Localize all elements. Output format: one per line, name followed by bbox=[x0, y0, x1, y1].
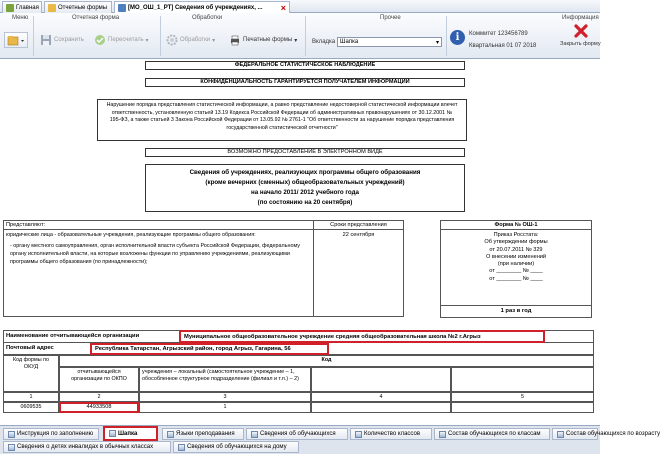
gear-icon bbox=[166, 34, 178, 46]
save-button[interactable]: Сохранить bbox=[40, 32, 84, 48]
num-cell: 3 bbox=[139, 392, 311, 402]
sheet-icon bbox=[355, 431, 362, 438]
local-header: учреждения – локальный (самостоятельное учреждение – 1, обособленное структурное подразделение (филиал и т.п.) – 2) bbox=[139, 367, 311, 392]
sheet-icon bbox=[251, 431, 258, 438]
postal-label: Почтовый адрес bbox=[6, 345, 54, 351]
ribbon-separator bbox=[446, 16, 447, 56]
tab-report-forms[interactable]: Отчетные формы bbox=[44, 1, 112, 13]
chevron-down-icon: ▾ bbox=[145, 37, 149, 44]
sheet-tab-header[interactable]: Шапка bbox=[103, 426, 158, 441]
tab-select-label: Вкладка bbox=[312, 39, 336, 45]
col4-value-field[interactable] bbox=[311, 402, 451, 413]
form-icon bbox=[118, 4, 126, 12]
sheet-tab-students[interactable]: Сведения об обучающихся bbox=[246, 428, 348, 440]
group-title-processing: Обработки bbox=[192, 15, 223, 21]
local-value-field[interactable]: 1 bbox=[139, 402, 311, 413]
org-name-field[interactable]: Муниципальное общеобразовательное учреждение средняя общеобразовательная школа №2 г.Агрыз bbox=[179, 330, 545, 343]
document-tab-bar bbox=[0, 0, 600, 13]
sheet-icon bbox=[8, 444, 15, 451]
code-header: Код bbox=[59, 355, 594, 367]
submitters-box: Представляют: юридические лица - образовательные учреждения, реализующие программы общего образования: - органу местного самоуправления, орган исполнительной власти субъекта Российской Федерации, федеральному органу исполнительной власти, на которые возложены функции по управлению учреждениями, реализующими программы общего образования (по принадлежности); bbox=[3, 220, 314, 317]
sheet-tab-home-schooling[interactable]: Сведения об обучающихся на дому bbox=[173, 441, 299, 453]
home-icon bbox=[6, 4, 14, 12]
col5-value-field[interactable] bbox=[451, 402, 594, 413]
frequency-box: 1 раз в год bbox=[440, 306, 592, 318]
ribbon-separator bbox=[305, 16, 306, 56]
chevron-down-icon: ▾ bbox=[294, 37, 298, 44]
chevron-down-icon: ▾ bbox=[435, 40, 439, 46]
header-federal: ФЕДЕРАЛЬНОЕ СТАТИСТИЧЕСКОЕ НАБЛЮДЕНИЕ bbox=[145, 61, 465, 70]
close-icon[interactable]: × bbox=[280, 2, 286, 13]
num-cell: 1 bbox=[3, 392, 59, 402]
okpo-value-field[interactable]: 44933508 bbox=[59, 402, 139, 413]
form-number-box: Форма № ОШ-1 Приказ Росстата: Об утверждении формы от 20.07.2011 № 329 О внесении изменений (при наличии) от ________ № ____ от ________ № ____ bbox=[440, 220, 592, 306]
sheet-tab-students-by-age[interactable]: Состав обучающихся по возрасту bbox=[552, 428, 598, 440]
close-form-button[interactable]: Закрыть форму bbox=[562, 23, 600, 57]
menu-button[interactable] bbox=[4, 32, 28, 48]
checkmark-icon bbox=[94, 34, 106, 46]
col5-header bbox=[451, 367, 594, 392]
info-quarterly: Квартальная 01 07 2018 bbox=[469, 43, 537, 49]
sheet-icon bbox=[109, 430, 116, 437]
floppy-disk-icon bbox=[40, 34, 52, 46]
processing-button[interactable]: Обработки ▾ bbox=[166, 32, 215, 48]
recalculate-button[interactable]: Пересчитать ▾ bbox=[94, 32, 149, 48]
ribbon-separator bbox=[160, 16, 161, 56]
okud-value[interactable]: 0609535 bbox=[3, 402, 59, 413]
sheet-tab-disabled-children[interactable]: Сведения о детях инвалидах в обычных классах bbox=[3, 441, 171, 453]
info-icon[interactable]: i bbox=[450, 30, 465, 45]
okud-header: Код формы по ОКУД bbox=[3, 355, 59, 392]
group-title-report-form: Отчетная форма bbox=[72, 15, 120, 21]
okpo-header: отчитывающейся организации по ОКПО bbox=[59, 367, 139, 392]
org-name-label: Наименование отчитывающейся организации bbox=[6, 333, 140, 339]
chevron-down-icon: ▾ bbox=[212, 37, 216, 44]
warning-text: Нарушение порядка представления статистической информации, а равно представление недостоверной статистической информации влечет ответственность, установленную статьей 13.19 Кодекса Российской Федерации об административных правонарушениях от 30.12.2001 № 195-ФЗ, а также статьей 3 Закона Российской Федерации от 13.05.92 № 2761-1 "Об ответственности за нарушение порядка представления государственной статистической отчетности" bbox=[97, 99, 467, 141]
group-title-info: Информация bbox=[562, 15, 599, 21]
num-cell: 4 bbox=[311, 392, 451, 402]
postal-address-field[interactable]: Республика Татарстан, Агрызский район, город Агрыз, Гагарина, 56 bbox=[90, 343, 329, 355]
sheet-icon bbox=[178, 444, 185, 451]
folder-menu-icon bbox=[5, 33, 27, 47]
sheet-icon bbox=[167, 431, 174, 438]
sheet-icon bbox=[439, 431, 446, 438]
electronic-notice: ВОЗМОЖНО ПРЕДОСТАВЛЕНИЕ В ЭЛЕКТРОННОМ ВИДЕ bbox=[145, 148, 465, 157]
group-title-other: Прочее bbox=[380, 15, 401, 21]
sheet-tab-students-by-class[interactable]: Состав обучающихся по классам bbox=[434, 428, 550, 440]
sheet-icon bbox=[8, 431, 15, 438]
folder-icon bbox=[48, 4, 56, 12]
tab-select[interactable]: Шапка ▾ bbox=[337, 37, 442, 47]
sheet-icon bbox=[557, 431, 564, 438]
form-title: Сведения об учреждениях, реализующих программы общего образования (кроме вечерних (сменных) общеобразовательных учреждений) на начало 2011/ 2012 учебного года (по состоянию на 20 сентября) bbox=[145, 164, 465, 212]
print-forms-button[interactable]: Печатные формы ▾ bbox=[229, 32, 297, 48]
num-cell: 5 bbox=[451, 392, 594, 402]
header-confidential: КОНФИДЕНЦИАЛЬНОСТЬ ГАРАНТИРУЕТСЯ ПОЛУЧАТЕЛЕМ ИНФОРМАЦИИ bbox=[145, 78, 465, 87]
tab-current-form[interactable]: [МО_ОШ_1_РТ] Сведения об учреждениях, ... × bbox=[114, 1, 290, 13]
group-title-menu: Меню bbox=[12, 15, 29, 21]
ribbon-separator bbox=[33, 16, 34, 56]
sheet-tab-class-count[interactable]: Количество классов bbox=[350, 428, 432, 440]
num-cell: 2 bbox=[59, 392, 139, 402]
printer-icon bbox=[229, 34, 241, 46]
col4-header bbox=[311, 367, 451, 392]
tab-home[interactable]: Главная bbox=[2, 1, 42, 13]
deadlines-box: Сроки представления 22 сентября bbox=[314, 220, 404, 317]
sheet-tab-languages[interactable]: Языки преподавания bbox=[162, 428, 244, 440]
sheet-tab-instructions[interactable]: Инструкция по заполнению bbox=[3, 428, 99, 440]
info-committed: Коммитет 123456789 bbox=[469, 31, 528, 37]
close-form-icon bbox=[573, 23, 589, 39]
